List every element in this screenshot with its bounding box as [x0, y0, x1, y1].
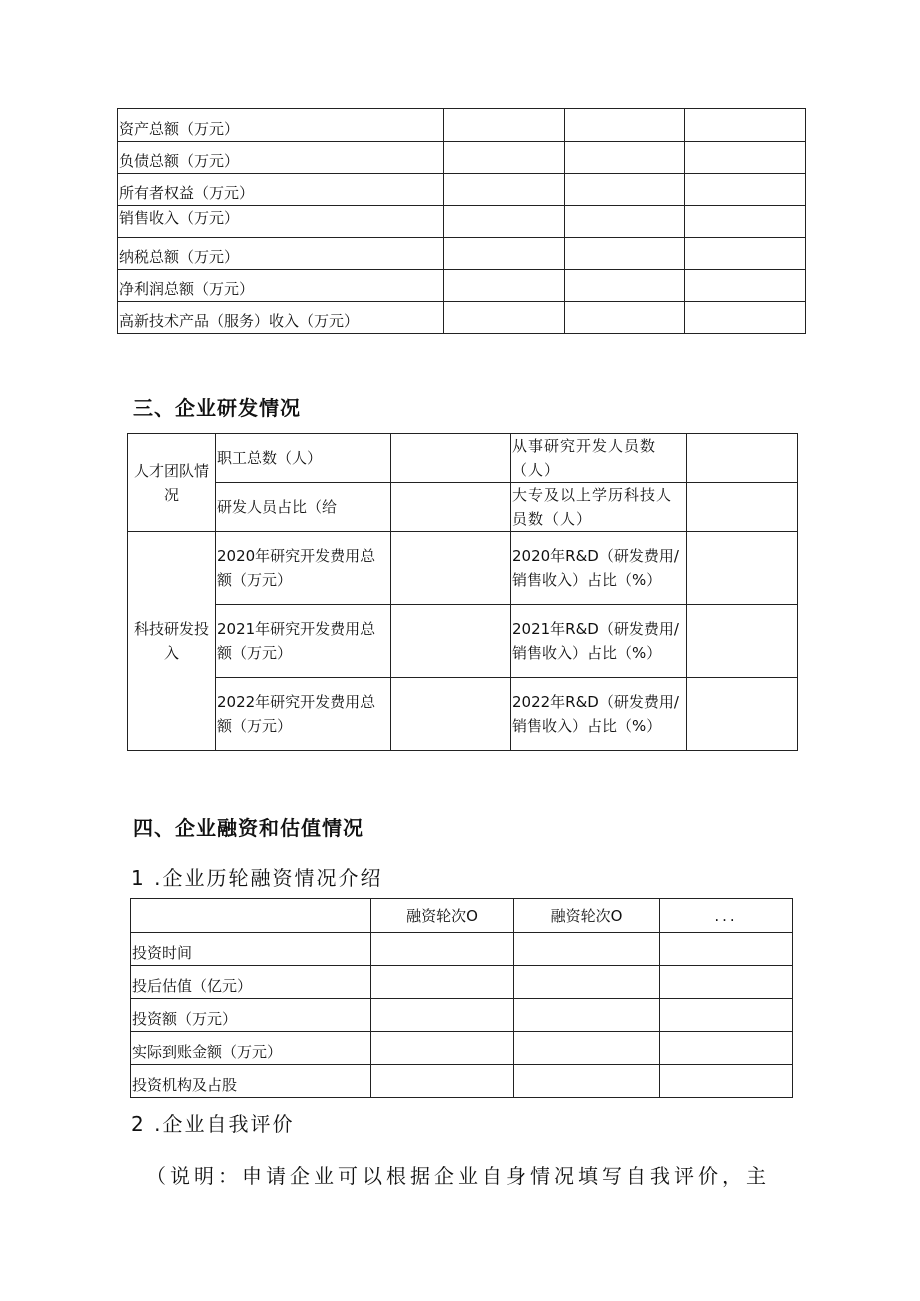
cell[interactable] [371, 1032, 514, 1065]
finance-table [117, 108, 806, 334]
cell[interactable] [514, 966, 660, 999]
cell[interactable] [564, 270, 685, 302]
cell[interactable] [685, 270, 806, 302]
cell[interactable] [514, 1065, 660, 1098]
rd-ratio-2020-label: 2020年R&D（研发费用/销售收入）占比（%） [511, 532, 687, 605]
cell[interactable] [660, 966, 793, 999]
row-label-sales-revenue: 销售收入（万元） [118, 206, 444, 238]
self-eval-note: （说明：申请企业可以根据企业自身情况填写自我评价，主 [146, 1164, 770, 1188]
header-more: ... [660, 899, 793, 933]
rd-investment-label: 科技研发投入 [128, 532, 216, 751]
funding-table [130, 898, 793, 1098]
cell[interactable] [564, 206, 685, 238]
rd-ratio-2022-cell[interactable] [687, 678, 798, 751]
header-blank [131, 899, 371, 933]
cell[interactable] [660, 1065, 793, 1098]
row-label-actual-received: 实际到账金额（万元） [131, 1032, 371, 1065]
talent-team-label: 人才团队情况 [128, 434, 216, 532]
cell[interactable] [443, 302, 564, 334]
cell[interactable] [685, 109, 806, 142]
cell[interactable] [660, 933, 793, 966]
cell[interactable] [514, 933, 660, 966]
row-label-total-assets: 资产总额（万元） [118, 109, 444, 142]
rd-ratio-cell[interactable] [391, 483, 511, 532]
cell[interactable] [443, 174, 564, 206]
rd-table [127, 433, 798, 751]
row-label-owner-equity: 所有者权益（万元） [118, 174, 444, 206]
cell[interactable] [371, 1065, 514, 1098]
expense-2022-cell[interactable] [391, 678, 511, 751]
subsection-1-title: 1 .企业历轮融资情况介绍 [131, 866, 383, 890]
row-label-invest-time: 投资时间 [131, 933, 371, 966]
row-label-invest-amount: 投资额（万元） [131, 999, 371, 1032]
rd-staff-label: 从事研究开发人员数（人） [511, 434, 687, 483]
rd-staff-cell[interactable] [687, 434, 798, 483]
header-round-1: 融资轮次O [371, 899, 514, 933]
row-label-net-profit: 净利润总额（万元） [118, 270, 444, 302]
cell[interactable] [564, 302, 685, 334]
cell[interactable] [443, 142, 564, 174]
row-label-total-tax: 纳税总额（万元） [118, 238, 444, 270]
row-label-hightech-revenue: 高新技术产品（服务）收入（万元） [118, 302, 444, 334]
header-round-2: 融资轮次O [514, 899, 660, 933]
section-3-title: 三、企业研发情况 [133, 396, 301, 420]
cell[interactable] [443, 238, 564, 270]
rd-ratio-2021-cell[interactable] [687, 605, 798, 678]
expense-2020-label: 2020年研究开发费用总额（万元） [216, 532, 391, 605]
cell[interactable] [564, 109, 685, 142]
cell[interactable] [443, 270, 564, 302]
college-staff-cell[interactable] [687, 483, 798, 532]
cell[interactable] [685, 238, 806, 270]
cell[interactable] [564, 238, 685, 270]
cell[interactable] [685, 142, 806, 174]
cell[interactable] [660, 1032, 793, 1065]
cell[interactable] [685, 206, 806, 238]
cell[interactable] [371, 966, 514, 999]
expense-2022-label: 2022年研究开发费用总额（万元） [216, 678, 391, 751]
cell[interactable] [514, 999, 660, 1032]
staff-total-cell[interactable] [391, 434, 511, 483]
cell[interactable] [564, 174, 685, 206]
expense-2021-label: 2021年研究开发费用总额（万元） [216, 605, 391, 678]
staff-total-label: 职工总数（人） [216, 434, 391, 483]
cell[interactable] [660, 999, 793, 1032]
cell[interactable] [564, 142, 685, 174]
cell[interactable] [685, 174, 806, 206]
rd-ratio-2020-cell[interactable] [687, 532, 798, 605]
section-4-title: 四、企业融资和估值情况 [133, 816, 364, 840]
cell[interactable] [514, 1032, 660, 1065]
cell[interactable] [685, 302, 806, 334]
row-label-investors-share: 投资机构及占股 [131, 1065, 371, 1098]
cell[interactable] [371, 933, 514, 966]
row-label-total-liabilities: 负债总额（万元） [118, 142, 444, 174]
expense-2021-cell[interactable] [391, 605, 511, 678]
rd-ratio-label: 研发人员占比（给 [216, 483, 391, 532]
row-label-post-valuation: 投后估值（亿元） [131, 966, 371, 999]
subsection-2-title: 2 .企业自我评价 [131, 1112, 295, 1136]
rd-ratio-2021-label: 2021年R&D（研发费用/销售收入）占比（%） [511, 605, 687, 678]
cell[interactable] [443, 109, 564, 142]
cell[interactable] [443, 206, 564, 238]
college-staff-label: 大专及以上学历科技人员数（人） [511, 483, 687, 532]
rd-ratio-2022-label: 2022年R&D（研发费用/销售收入）占比（%） [511, 678, 687, 751]
expense-2020-cell[interactable] [391, 532, 511, 605]
cell[interactable] [371, 999, 514, 1032]
